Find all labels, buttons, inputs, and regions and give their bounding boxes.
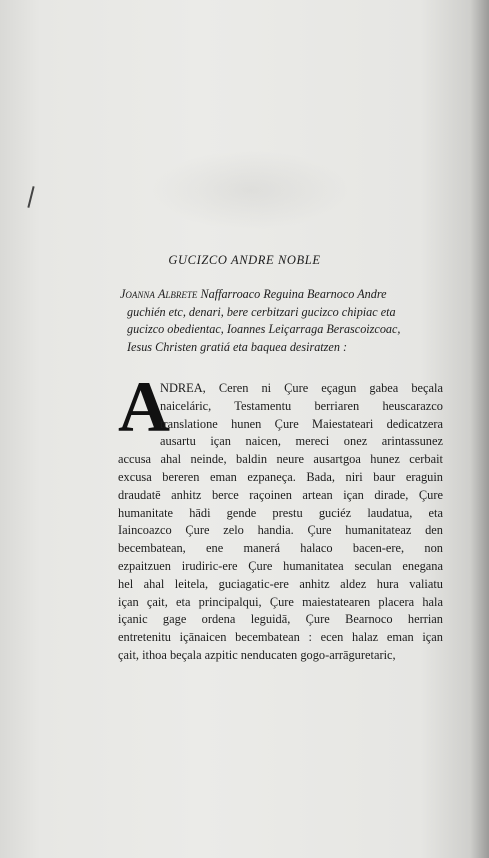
dedication-name-second: Albrete — [157, 287, 198, 301]
show-through-text — [150, 150, 350, 230]
body-line: hel ahal leitela, guciagatic-ere anhitz aldez hura valiatu — [118, 576, 443, 591]
body-line: translatione hunen Çure Maiestateari dedicatzera — [160, 416, 443, 431]
dedication — [120, 286, 450, 356]
drop-cap: A — [118, 367, 170, 447]
body-line: NDREA, Ceren ni Çure eçagun gabea beçala — [160, 381, 443, 395]
body-text — [118, 367, 443, 665]
body-line: Iaincoazco Çure zelo handia. Çure humanitateaz den — [118, 523, 443, 538]
dedication-line — [120, 286, 450, 304]
body-line: draudatē anhitz berce raçoinen artean içan dirade, Çure — [118, 487, 443, 502]
body-line: içanic gage ordena leguidā, Çure Bearnoco herrian — [118, 612, 443, 627]
body-line: ausartu içan naicen, mereci onez arintassunez — [160, 434, 443, 449]
body-line: becembatean, ene manerá halaco bacen-ere, non — [118, 541, 443, 556]
body-line: ezpaitzuen irudiric-ere Çure humanitatea seculan enegana — [118, 558, 443, 573]
body-line: excusa bereren eman ezpaneça. Bada, niri baur eraguin — [118, 469, 443, 484]
body-line: içan çait, eta principalqui, Çure maiestatearen placera hala — [118, 594, 443, 609]
page-title: GUCIZCO ANDRE NOBLE — [168, 253, 321, 267]
dedication-line: Iesus Christen gratiá eta baquea desiratzen : — [127, 339, 348, 354]
body-line: accusa ahal neinde, baldin neure ausartgoa hunez cerbait — [118, 452, 443, 467]
body-line: entretenitu içānaicen becembatean : ecen halaz eman içan — [118, 630, 443, 645]
dedication-text: Naffarroaco Reguina Bearnoco Andre — [200, 287, 387, 301]
body-line: naiceláric, Testamentu berriaren heuscarazco — [160, 398, 443, 413]
dedication-name-first: Joanna — [120, 287, 155, 301]
margin-mark — [27, 186, 34, 208]
dedication-line: guchién etc, denari, bere cerbitzari gucizco chipiac eta — [127, 304, 396, 319]
body-line: çait, ithoa beçala azpitic nenducaten gogo-arrāguretaric, — [118, 647, 396, 662]
dedication-line: gucizco obedientac, Ioannes Leiçarraga Berascoizcoac, — [127, 322, 401, 336]
body-line: humanitate hādi gende prestu guciéz laudatua, eta — [118, 505, 443, 520]
